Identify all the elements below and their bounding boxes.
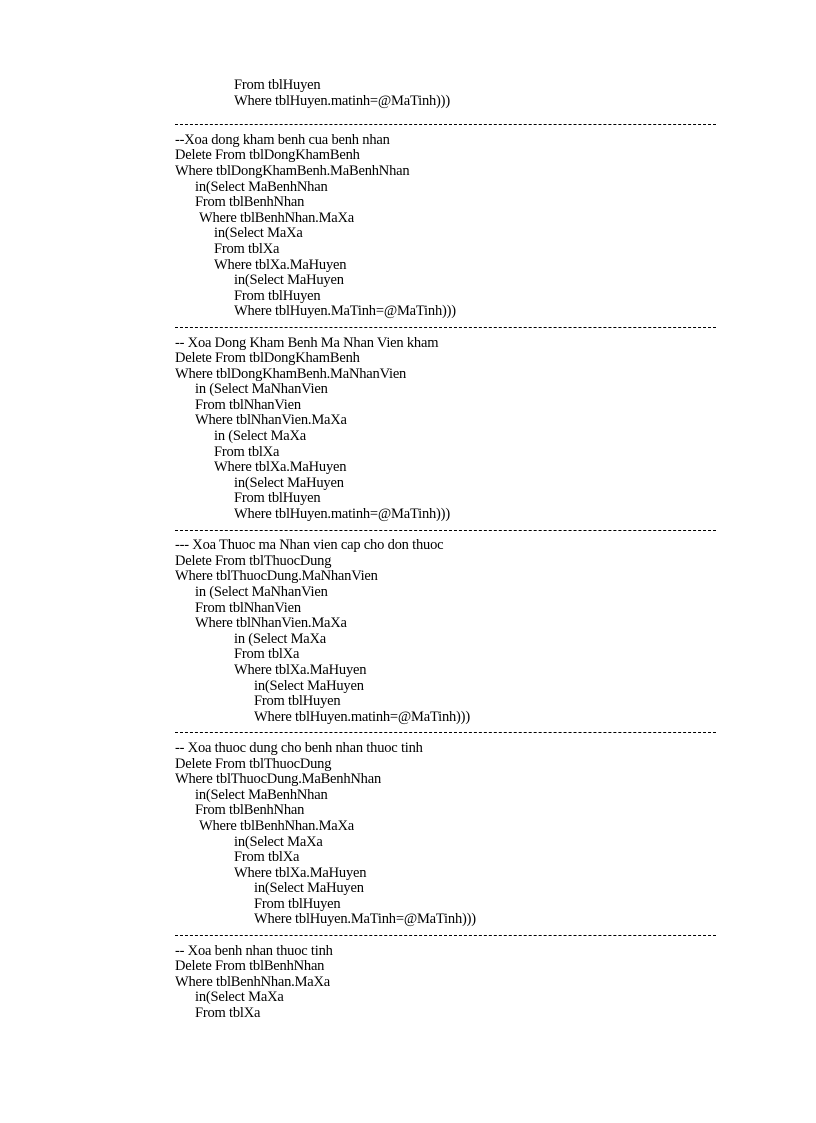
dashed-separator <box>175 523 716 539</box>
code-line: From tblHuyen <box>234 287 321 304</box>
code-line: Where tblHuyen.matinh=@MaTinh))) <box>234 506 450 523</box>
code-line: Where tblThuocDung.MaBenhNhan <box>175 771 382 788</box>
code-line: -- Xoa Dong Kham Benh Ma Nhan Vien kham <box>175 334 439 351</box>
dashed-separator <box>175 725 716 741</box>
code-line: in(Select MaBenhNhan <box>195 786 328 803</box>
code-line: Where tblThuocDung.MaNhanVien <box>175 568 378 585</box>
code-line: in(Select MaHuyen <box>254 677 364 694</box>
code-line: Where tblNhanVien.MaXa <box>195 615 347 632</box>
code-line: Delete From tblBenhNhan <box>175 958 325 975</box>
code-line: --- Xoa Thuoc ma Nhan vien cap cho don thuoc <box>175 537 444 554</box>
code-line: in (Select MaNhanVien <box>195 584 328 600</box>
code-line: in(Select MaBenhNhan <box>195 178 328 195</box>
code-line: From tblXa <box>214 443 280 460</box>
dashed-separator <box>175 117 716 133</box>
code-line: -- Xoa thuoc dung cho benh nhan thuoc tinh <box>175 739 423 756</box>
code-line: Where tblXa.MaHuyen <box>214 256 347 273</box>
code-line: From tblXa <box>214 240 280 257</box>
code-line: From tblBenhNhan <box>195 802 305 819</box>
code-line: From tblXa <box>234 646 300 663</box>
code-line: Where tblXa.MaHuyen <box>234 864 367 881</box>
code-line: Where tblXa.MaHuyen <box>214 459 347 476</box>
code-line: in(Select MaHuyen <box>234 272 344 289</box>
dashed-separator <box>175 928 716 944</box>
code-line: From tblHuyen <box>234 77 321 93</box>
code-line: From tblNhanVien <box>195 599 301 616</box>
code-line: --Xoa dong kham benh cua benh nhan <box>175 131 390 148</box>
code-line: Where tblDongKhamBenh.MaBenhNhan <box>175 162 410 179</box>
code-line: Delete From tblThuocDung <box>175 755 332 772</box>
code-line: Where tblHuyen.MaTinh=@MaTinh))) <box>234 303 456 320</box>
code-line: Where tblHuyen.matinh=@MaTinh))) <box>234 92 450 109</box>
code-line: in(Select MaXa <box>234 833 323 850</box>
code-line: -- Xoa benh nhan thuoc tinh <box>175 942 333 959</box>
code-line: From tblHuyen <box>254 693 341 710</box>
code-line: Where tblXa.MaHuyen <box>234 661 367 678</box>
code-line: in(Select MaXa <box>214 225 303 242</box>
dashed-separator <box>175 320 716 336</box>
code-line: From tblXa <box>234 849 300 866</box>
code-line: Where tblHuyen.MaTinh=@MaTinh))) <box>254 911 476 928</box>
code-line: in (Select MaXa <box>234 630 327 647</box>
code-line: Where tblHuyen.matinh=@MaTinh))) <box>254 708 470 725</box>
code-line: in(Select MaHuyen <box>234 474 344 491</box>
code-line: From tblXa <box>195 1005 261 1022</box>
code-line: Delete From tblDongKhamBenh <box>175 147 360 164</box>
code-line: Delete From tblDongKhamBenh <box>175 350 360 367</box>
code-line: From tblNhanVien <box>195 396 301 413</box>
code-line: Where tblNhanVien.MaXa <box>195 412 347 429</box>
code-line: Where tblBenhNhan.MaXa <box>175 973 331 990</box>
code-line: in (Select MaXa <box>214 428 307 445</box>
document-page <box>0 78 816 1022</box>
code-line: in (Select MaNhanVien <box>195 381 328 398</box>
code-line: From tblHuyen <box>254 895 341 912</box>
code-line: in(Select MaXa <box>195 989 284 1006</box>
code-line: in(Select MaHuyen <box>254 880 364 897</box>
code-line: From tblHuyen <box>234 490 321 507</box>
code-line: Where tblDongKhamBenh.MaNhanVien <box>175 365 407 382</box>
code-line: Where tblBenhNhan.MaXa <box>199 817 355 834</box>
spacer <box>0 109 816 117</box>
code-line: Where tblBenhNhan.MaXa <box>199 209 355 226</box>
code-line: From tblBenhNhan <box>195 194 305 211</box>
code-line: Delete From tblThuocDung <box>175 552 332 569</box>
